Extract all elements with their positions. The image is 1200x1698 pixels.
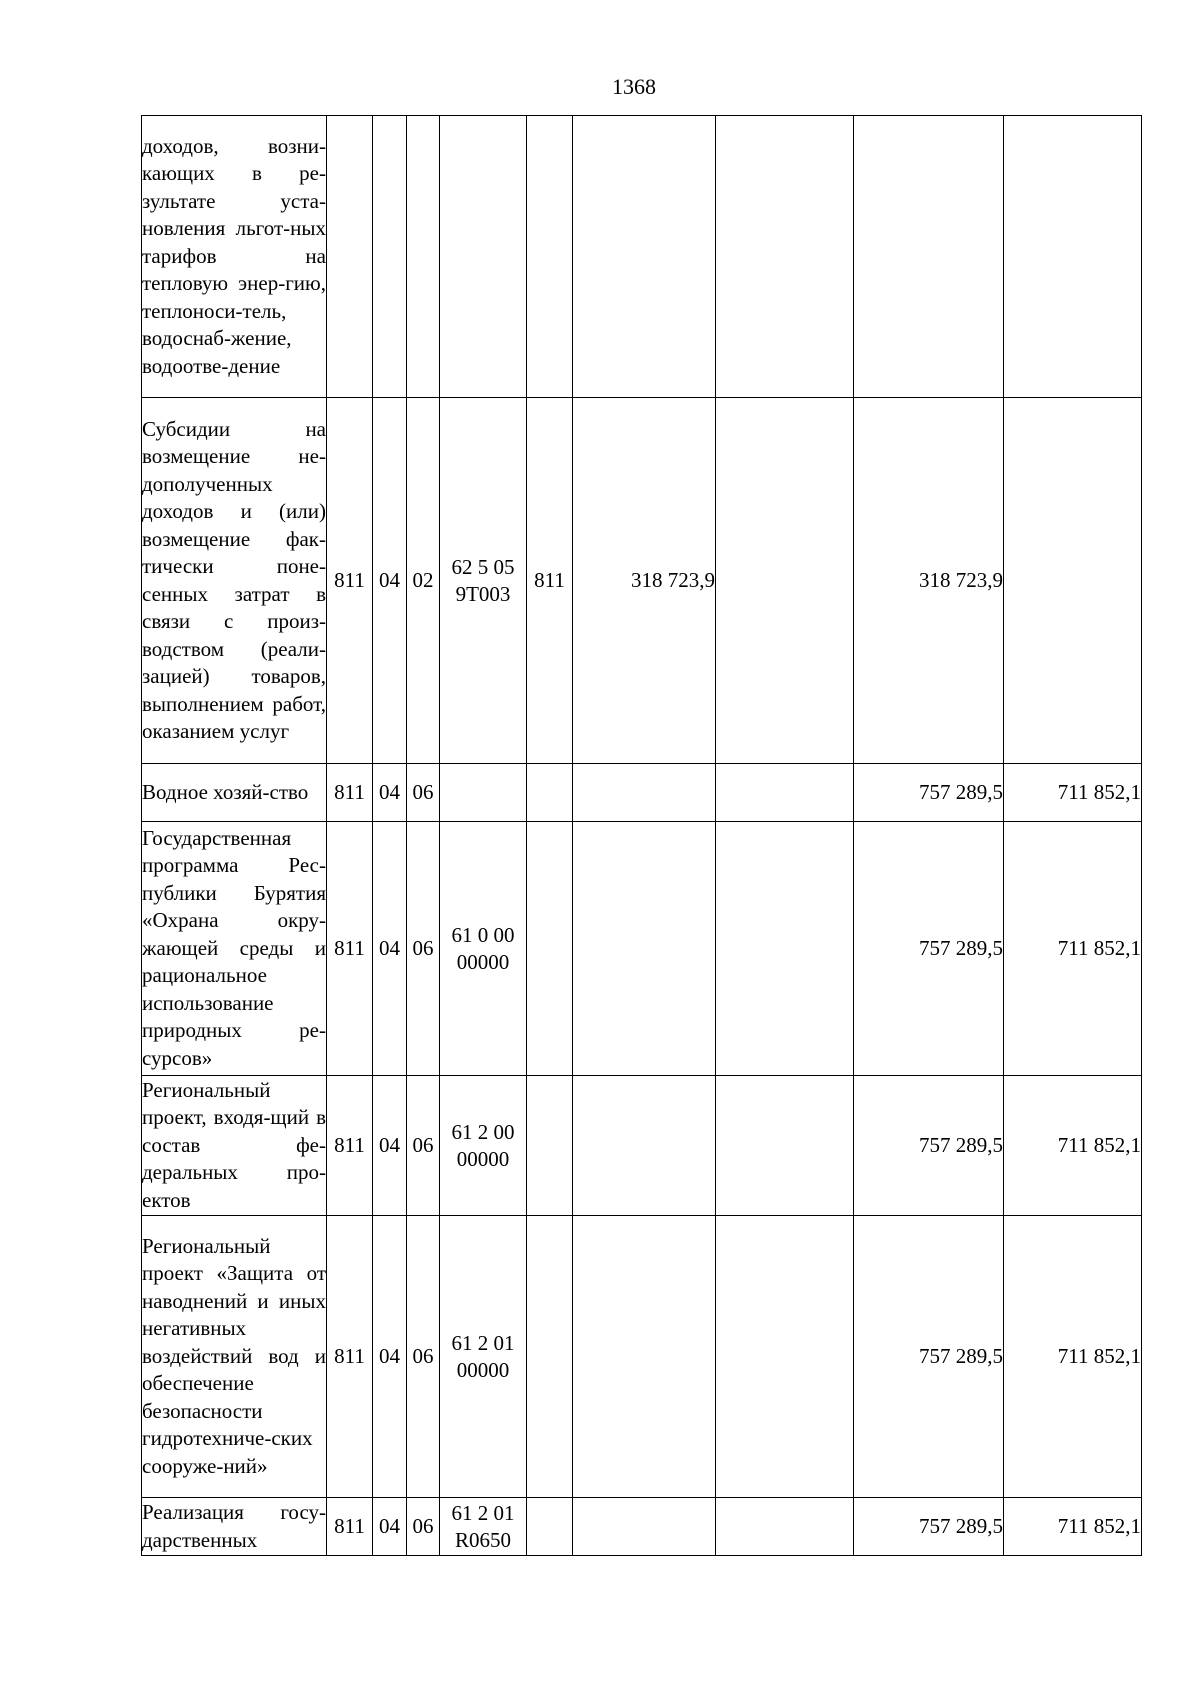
row-subsection-cell: 06: [407, 1498, 440, 1556]
row-target-code-cell: [440, 764, 527, 822]
row-expense-type-cell: 811: [527, 398, 573, 764]
row-section-cell: 04: [373, 1216, 407, 1498]
row-subsection-cell: [407, 116, 440, 398]
row-value-1-cell: 318 723,9: [573, 398, 716, 764]
row-value-3-cell: 757 289,5: [854, 764, 1004, 822]
row-value-3-cell: 757 289,5: [854, 1216, 1004, 1498]
budget-table-body: [142, 116, 1142, 1556]
target-code-part-1: 61 2 00: [451, 1119, 515, 1144]
page-number: 1368: [612, 74, 656, 99]
row-value-4-cell: 711 852,1: [1004, 1076, 1142, 1216]
row-value-1-cell: [573, 822, 716, 1076]
row-target-code-cell: [440, 1498, 527, 1556]
row-value-2-cell: [716, 116, 854, 398]
row-value-3-cell: 757 289,5: [854, 822, 1004, 1076]
row-value-4-cell: 711 852,1: [1004, 1498, 1142, 1556]
row-target-code-cell: [440, 1076, 527, 1216]
table-row: [142, 1498, 1142, 1556]
target-code-part-2: 9Т003: [455, 581, 511, 606]
row-subsection-cell: 06: [407, 1216, 440, 1498]
row-expense-type-cell: [527, 764, 573, 822]
row-admin-code-cell: 811: [327, 1498, 373, 1556]
row-section-cell: 04: [373, 764, 407, 822]
row-value-4-cell: [1004, 116, 1142, 398]
target-code-part-2: 00000: [456, 949, 510, 974]
row-expense-type-cell: [527, 116, 573, 398]
row-value-1-cell: [573, 1076, 716, 1216]
row-section-cell: 04: [373, 1076, 407, 1216]
row-target-code-cell: [440, 398, 527, 764]
target-code-part-2: 00000: [456, 1146, 510, 1171]
row-target-code-cell: [440, 1216, 527, 1498]
row-value-3-cell: 757 289,5: [854, 1498, 1004, 1556]
row-admin-code-cell: 811: [327, 764, 373, 822]
row-subsection-cell: 06: [407, 764, 440, 822]
row-subsection-cell: 06: [407, 822, 440, 1076]
row-expense-type-cell: [527, 1216, 573, 1498]
row-name-cell: Субсидии на возмещение не-дополученных доходов и (или) возмещение фак-тически поне-сенных затрат в связи с произ-водством (реали-зацией) товаров, выполнением работ, оказанием услуг: [142, 398, 327, 764]
row-subsection-cell: 02: [407, 398, 440, 764]
row-expense-type-cell: [527, 1076, 573, 1216]
row-value-3-cell: 318 723,9: [854, 398, 1004, 764]
row-section-cell: 04: [373, 822, 407, 1076]
target-code-part-1: 61 0 00: [451, 922, 515, 947]
row-target-code-cell: [440, 822, 527, 1076]
row-name-cell: Региональный проект, входя-щий в состав фе-деральных про-ектов: [142, 1076, 327, 1216]
table-row: [142, 1216, 1142, 1498]
row-admin-code-cell: 811: [327, 398, 373, 764]
target-code-part-1: 61 2 01: [451, 1330, 515, 1355]
row-value-2-cell: [716, 398, 854, 764]
row-subsection-cell: 06: [407, 1076, 440, 1216]
row-admin-code-cell: 811: [327, 1076, 373, 1216]
table-row: [142, 822, 1142, 1076]
target-code-part-1: 61 2 01: [451, 1500, 515, 1525]
row-admin-code-cell: [327, 116, 373, 398]
row-value-4-cell: [1004, 398, 1142, 764]
row-expense-type-cell: [527, 1498, 573, 1556]
row-section-cell: 04: [373, 398, 407, 764]
row-name-cell: Водное хозяй-ство: [142, 764, 327, 822]
row-value-1-cell: [573, 1498, 716, 1556]
row-value-3-cell: [854, 116, 1004, 398]
row-name-cell: Реализация госу-дарственных: [142, 1498, 327, 1556]
row-name-cell: доходов, возни-кающих в ре-зультате уста-новления льгот-ных тарифов на тепловую энер-гию, теплоноси-тель, водоснаб-жение, водоотве-дение: [142, 116, 327, 398]
table-row: [142, 116, 1142, 398]
row-section-cell: 04: [373, 1498, 407, 1556]
row-value-1-cell: [573, 116, 716, 398]
row-name-cell: Государственная программа Рес-публики Бурятия «Охрана окру-жающей среды и рациональное использование природных ре-сурсов»: [142, 822, 327, 1076]
row-value-4-cell: 711 852,1: [1004, 822, 1142, 1076]
row-target-code-cell: [440, 116, 527, 398]
row-value-1-cell: [573, 764, 716, 822]
row-value-4-cell: 711 852,1: [1004, 1216, 1142, 1498]
table-row: [142, 764, 1142, 822]
row-admin-code-cell: 811: [327, 822, 373, 1076]
row-value-1-cell: [573, 1216, 716, 1498]
row-value-4-cell: 711 852,1: [1004, 764, 1142, 822]
row-value-2-cell: [716, 1076, 854, 1216]
target-code-part-1: 62 5 05: [451, 554, 515, 579]
budget-table: [141, 115, 1142, 1556]
row-value-2-cell: [716, 822, 854, 1076]
row-expense-type-cell: [527, 822, 573, 1076]
target-code-part-2: 00000: [456, 1357, 510, 1382]
row-value-2-cell: [716, 1216, 854, 1498]
row-name-cell: Региональный проект «Защита от наводнений и иных негативных воздействий вод и обеспечение безопасности гидротехниче-ских сооруже-ний»: [142, 1216, 327, 1498]
row-section-cell: [373, 116, 407, 398]
table-row: [142, 398, 1142, 764]
row-admin-code-cell: 811: [327, 1216, 373, 1498]
row-value-2-cell: [716, 764, 854, 822]
row-value-2-cell: [716, 1498, 854, 1556]
table-row: [142, 1076, 1142, 1216]
row-value-3-cell: 757 289,5: [854, 1076, 1004, 1216]
target-code-part-2: R0650: [454, 1527, 511, 1552]
